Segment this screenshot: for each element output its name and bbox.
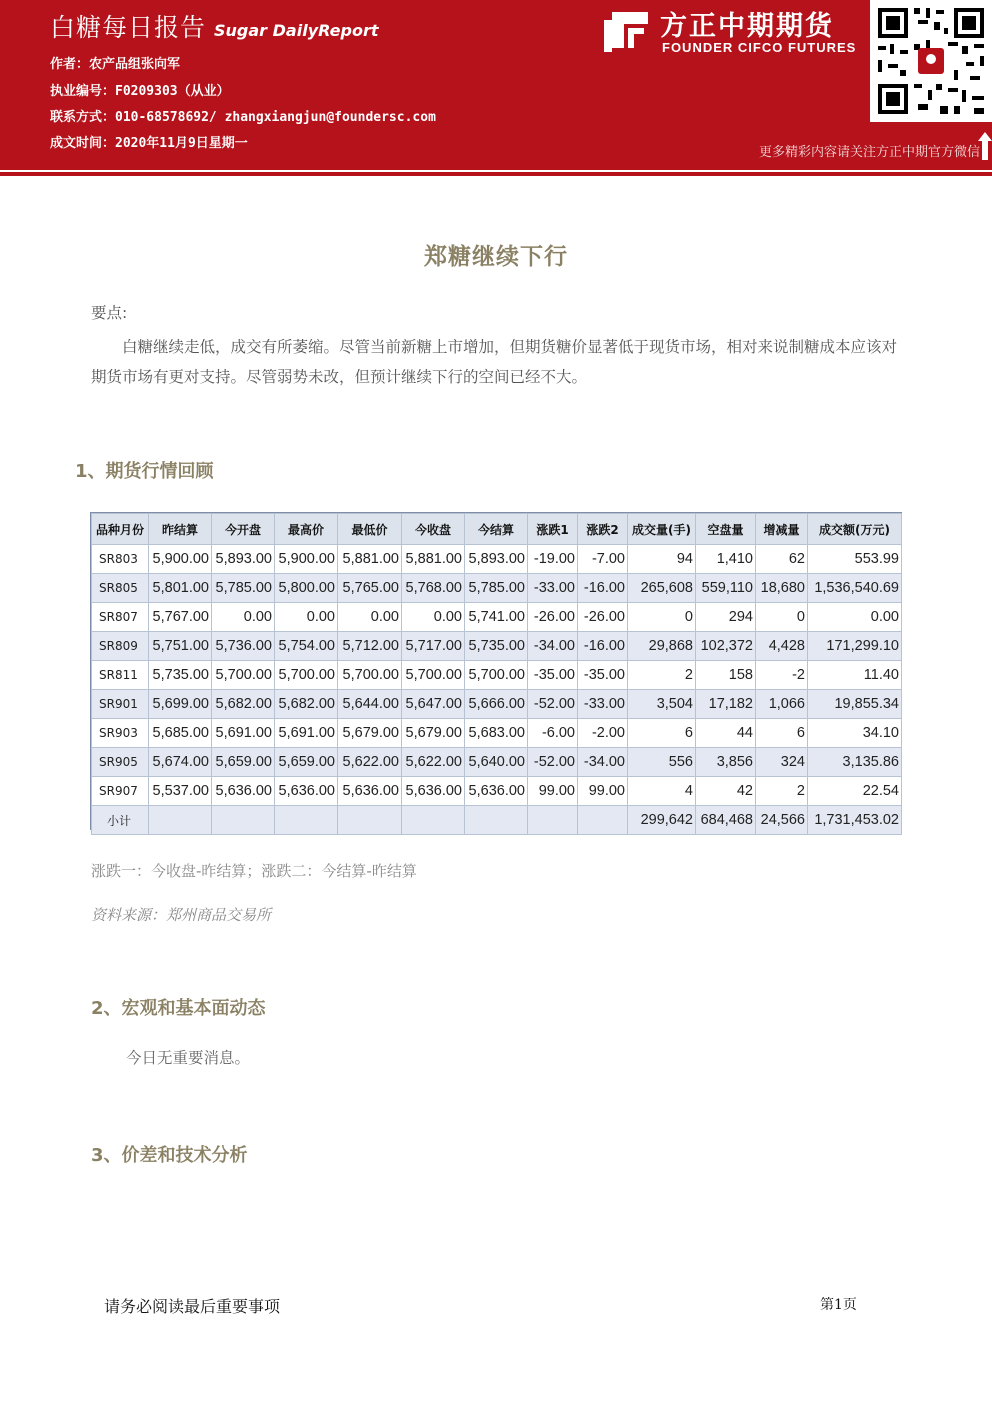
license-line: 执业编号：F0209303（从业） bbox=[50, 84, 230, 99]
report-header bbox=[0, 0, 992, 160]
table-cell: 5,659.00 bbox=[275, 748, 338, 777]
table-cell: 0.00 bbox=[808, 603, 902, 632]
contract-code-cell: SR803 bbox=[92, 545, 149, 574]
column-header: 成交额(万元) bbox=[808, 514, 902, 545]
table-cell: -19.00 bbox=[528, 545, 578, 574]
summary-cell: 1,731,453.02 bbox=[808, 806, 902, 835]
company-logo bbox=[604, 6, 874, 60]
table-cell: 2 bbox=[756, 777, 808, 806]
table-cell: 3,856 bbox=[696, 748, 756, 777]
table-cell: -33.00 bbox=[528, 574, 578, 603]
contract-code-cell: SR809 bbox=[92, 632, 149, 661]
table-cell: 5,674.00 bbox=[149, 748, 212, 777]
table-cell: 0 bbox=[628, 603, 696, 632]
contract-code-cell: SR811 bbox=[92, 661, 149, 690]
table-cell: 29,868 bbox=[628, 632, 696, 661]
table-cell: 1,066 bbox=[756, 690, 808, 719]
table-cell: 5,659.00 bbox=[212, 748, 275, 777]
table-cell: 5,767.00 bbox=[149, 603, 212, 632]
table-cell: -16.00 bbox=[578, 574, 628, 603]
table-cell: -34.00 bbox=[578, 748, 628, 777]
table-cell: 5,717.00 bbox=[402, 632, 465, 661]
table-cell: 5,691.00 bbox=[275, 719, 338, 748]
contract-code-cell: SR903 bbox=[92, 719, 149, 748]
table-cell: 0.00 bbox=[402, 603, 465, 632]
table-cell: 5,679.00 bbox=[338, 719, 402, 748]
table-cell: 5,700.00 bbox=[465, 661, 528, 690]
section-heading-macro: 2、宏观和基本面动态 bbox=[91, 998, 266, 1019]
section-heading-spread-analysis: 3、价差和技术分析 bbox=[91, 1145, 248, 1166]
table-cell: 5,735.00 bbox=[149, 661, 212, 690]
summary-paragraph: 白糖继续走低，成交有所萎缩。尽管当前新糖上市增加，但期货糖价显著低于现货市场，相对来说制糖成本应该对期货市场有更对支持。尽管弱势未改，但预计继续下行的空间已经不大。 bbox=[91, 338, 898, 386]
table-cell: 5,751.00 bbox=[149, 632, 212, 661]
table-cell: -6.00 bbox=[528, 719, 578, 748]
summary-cell: 684,468 bbox=[696, 806, 756, 835]
table-cell: 4 bbox=[628, 777, 696, 806]
table-cell: 5,881.00 bbox=[402, 545, 465, 574]
summary-label-cell: 小计 bbox=[92, 806, 149, 835]
table-cell: 5,666.00 bbox=[465, 690, 528, 719]
table-cell: 5,800.00 bbox=[275, 574, 338, 603]
table-cell: -35.00 bbox=[578, 661, 628, 690]
table-cell: 3,135.86 bbox=[808, 748, 902, 777]
table-cell: 559,110 bbox=[696, 574, 756, 603]
table-cell: 5,712.00 bbox=[338, 632, 402, 661]
table-row bbox=[92, 545, 902, 574]
table-row bbox=[92, 574, 902, 603]
table-cell: 5,735.00 bbox=[465, 632, 528, 661]
table-cell: -33.00 bbox=[578, 690, 628, 719]
column-header: 最高价 bbox=[275, 514, 338, 545]
table-row bbox=[92, 777, 902, 806]
table-row bbox=[92, 748, 902, 777]
contact-line[interactable]: 联系方式：010-68578692/ zhangxiangjun@foundersc.com bbox=[50, 110, 436, 125]
column-header: 涨跌2 bbox=[578, 514, 628, 545]
contract-code-cell: SR805 bbox=[92, 574, 149, 603]
quote-table bbox=[91, 513, 902, 835]
table-row bbox=[92, 661, 902, 690]
table-cell: -52.00 bbox=[528, 748, 578, 777]
summary-cell bbox=[149, 806, 212, 835]
summary-cell bbox=[402, 806, 465, 835]
table-cell: 42 bbox=[696, 777, 756, 806]
table-cell: 5,644.00 bbox=[338, 690, 402, 719]
table-cell: -35.00 bbox=[528, 661, 578, 690]
table-cell: 158 bbox=[696, 661, 756, 690]
table-cell: 5,893.00 bbox=[212, 545, 275, 574]
table-cell: 5,700.00 bbox=[275, 661, 338, 690]
table-row bbox=[92, 632, 902, 661]
table-row bbox=[92, 690, 902, 719]
document-title: 郑糖继续下行 bbox=[424, 244, 568, 270]
summary-cell bbox=[528, 806, 578, 835]
author-line: 作者：农产品组张向军 bbox=[50, 57, 181, 72]
table-cell: 5,691.00 bbox=[212, 719, 275, 748]
table-cell: -7.00 bbox=[578, 545, 628, 574]
table-cell: 5,622.00 bbox=[338, 748, 402, 777]
table-cell: -52.00 bbox=[528, 690, 578, 719]
header-divider-bar bbox=[0, 160, 992, 170]
column-header: 今结算 bbox=[465, 514, 528, 545]
summary-cell bbox=[212, 806, 275, 835]
table-cell: -34.00 bbox=[528, 632, 578, 661]
summary-cell bbox=[465, 806, 528, 835]
table-cell: 34.10 bbox=[808, 719, 902, 748]
table-cell: 44 bbox=[696, 719, 756, 748]
footer-notice: 请务必阅读最后重要事项 bbox=[104, 1297, 281, 1316]
table-cell: 5,785.00 bbox=[465, 574, 528, 603]
table-cell: 11.40 bbox=[808, 661, 902, 690]
contract-code-cell: SR907 bbox=[92, 777, 149, 806]
table-cell: 99.00 bbox=[578, 777, 628, 806]
table-cell: 19,855.34 bbox=[808, 690, 902, 719]
table-cell: 5,640.00 bbox=[465, 748, 528, 777]
table-cell: 294 bbox=[696, 603, 756, 632]
table-cell: -26.00 bbox=[528, 603, 578, 632]
column-header: 昨结算 bbox=[149, 514, 212, 545]
table-cell: 5,682.00 bbox=[212, 690, 275, 719]
table-cell: 5,736.00 bbox=[212, 632, 275, 661]
summary-cell bbox=[578, 806, 628, 835]
table-cell: 5,622.00 bbox=[402, 748, 465, 777]
table-cell: 5,900.00 bbox=[149, 545, 212, 574]
table-cell: 5,636.00 bbox=[275, 777, 338, 806]
logo-cn-text: 方正中期期货 bbox=[660, 11, 834, 42]
header-divider-line bbox=[0, 172, 992, 176]
table-row bbox=[92, 719, 902, 748]
table-cell: 5,881.00 bbox=[338, 545, 402, 574]
data-source-note: 资料来源：郑州商品交易所 bbox=[91, 906, 272, 924]
table-header-row bbox=[92, 514, 902, 545]
table-cell: 1,410 bbox=[696, 545, 756, 574]
table-summary-row bbox=[92, 806, 902, 835]
table-cell: 0.00 bbox=[212, 603, 275, 632]
report-title-cn: 白糖每日报告 bbox=[50, 13, 207, 42]
table-cell: 265,608 bbox=[628, 574, 696, 603]
table-cell: 2 bbox=[628, 661, 696, 690]
table-cell: 5,754.00 bbox=[275, 632, 338, 661]
table-cell: 5,768.00 bbox=[402, 574, 465, 603]
table-row bbox=[92, 603, 902, 632]
table-cell: 18,680 bbox=[756, 574, 808, 603]
column-header: 空盘量 bbox=[696, 514, 756, 545]
contract-code-cell: SR901 bbox=[92, 690, 149, 719]
table-cell: 5,893.00 bbox=[465, 545, 528, 574]
table-cell: 5,700.00 bbox=[402, 661, 465, 690]
table-cell: 102,372 bbox=[696, 632, 756, 661]
summary-cell: 24,566 bbox=[756, 806, 808, 835]
table-cell: 171,299.10 bbox=[808, 632, 902, 661]
table-cell: 5,636.00 bbox=[402, 777, 465, 806]
table-cell: 62 bbox=[756, 545, 808, 574]
qr-code-icon bbox=[870, 0, 992, 122]
table-cell: 0 bbox=[756, 603, 808, 632]
column-header: 今开盘 bbox=[212, 514, 275, 545]
points-label: 要点: bbox=[91, 304, 128, 322]
table-cell: 5,537.00 bbox=[149, 777, 212, 806]
column-header: 成交量(手) bbox=[628, 514, 696, 545]
summary-cell bbox=[338, 806, 402, 835]
table-cell: 5,636.00 bbox=[465, 777, 528, 806]
follow-wechat-text: 更多精彩内容请关注方正中期官方微信 bbox=[758, 145, 980, 160]
table-cell: 5,700.00 bbox=[212, 661, 275, 690]
table-cell: 94 bbox=[628, 545, 696, 574]
page-number: 第1页 bbox=[820, 1297, 857, 1313]
table-cell: 3,504 bbox=[628, 690, 696, 719]
column-header: 涨跌1 bbox=[528, 514, 578, 545]
table-cell: 4,428 bbox=[756, 632, 808, 661]
table-cell: -2 bbox=[756, 661, 808, 690]
table-cell: 5,900.00 bbox=[275, 545, 338, 574]
column-header: 增减量 bbox=[756, 514, 808, 545]
table-cell: 5,682.00 bbox=[275, 690, 338, 719]
report-title-en: Sugar DailyReport bbox=[214, 21, 379, 40]
macro-text: 今日无重要消息。 bbox=[126, 1049, 251, 1067]
table-cell: 5,765.00 bbox=[338, 574, 402, 603]
table-cell: 5,741.00 bbox=[465, 603, 528, 632]
table-cell: 5,801.00 bbox=[149, 574, 212, 603]
table-cell: 556 bbox=[628, 748, 696, 777]
table-cell: 6 bbox=[628, 719, 696, 748]
column-header: 品种月份 bbox=[92, 514, 149, 545]
table-cell: -26.00 bbox=[578, 603, 628, 632]
table-cell: 5,683.00 bbox=[465, 719, 528, 748]
table-cell: 5,679.00 bbox=[402, 719, 465, 748]
table-cell: 1,536,540.69 bbox=[808, 574, 902, 603]
report-title bbox=[50, 8, 378, 44]
column-header: 最低价 bbox=[338, 514, 402, 545]
table-cell: 5,636.00 bbox=[212, 777, 275, 806]
table-cell: 0.00 bbox=[338, 603, 402, 632]
futures-quote-table bbox=[90, 512, 902, 830]
summary-cell bbox=[275, 806, 338, 835]
table-cell: 0.00 bbox=[275, 603, 338, 632]
logo-en-text: FOUNDER CIFCO FUTURES bbox=[662, 40, 857, 55]
table-cell: 5,636.00 bbox=[338, 777, 402, 806]
contract-code-cell: SR905 bbox=[92, 748, 149, 777]
table-cell: 5,700.00 bbox=[338, 661, 402, 690]
logo-mark-icon bbox=[604, 8, 648, 52]
table-cell: 5,785.00 bbox=[212, 574, 275, 603]
table-cell: 99.00 bbox=[528, 777, 578, 806]
table-cell: 324 bbox=[756, 748, 808, 777]
table-cell: 553.99 bbox=[808, 545, 902, 574]
table-cell: 22.54 bbox=[808, 777, 902, 806]
arrow-up-icon bbox=[978, 132, 992, 160]
table-cell: 6 bbox=[756, 719, 808, 748]
section-heading-futures-review: 1、期货行情回顾 bbox=[75, 461, 214, 482]
table-cell: -2.00 bbox=[578, 719, 628, 748]
table-cell: 5,699.00 bbox=[149, 690, 212, 719]
table-cell: 5,647.00 bbox=[402, 690, 465, 719]
contract-code-cell: SR807 bbox=[92, 603, 149, 632]
change-definition-note: 涨跌一：今收盘-昨结算；涨跌二：今结算-昨结算 bbox=[91, 862, 417, 880]
table-cell: 17,182 bbox=[696, 690, 756, 719]
date-line: 成文时间：2020年11月9日星期一 bbox=[50, 136, 248, 151]
table-body bbox=[92, 545, 902, 835]
wechat-qr-code[interactable] bbox=[870, 0, 992, 122]
table-cell: -16.00 bbox=[578, 632, 628, 661]
column-header: 今收盘 bbox=[402, 514, 465, 545]
summary-cell: 299,642 bbox=[628, 806, 696, 835]
table-cell: 5,685.00 bbox=[149, 719, 212, 748]
